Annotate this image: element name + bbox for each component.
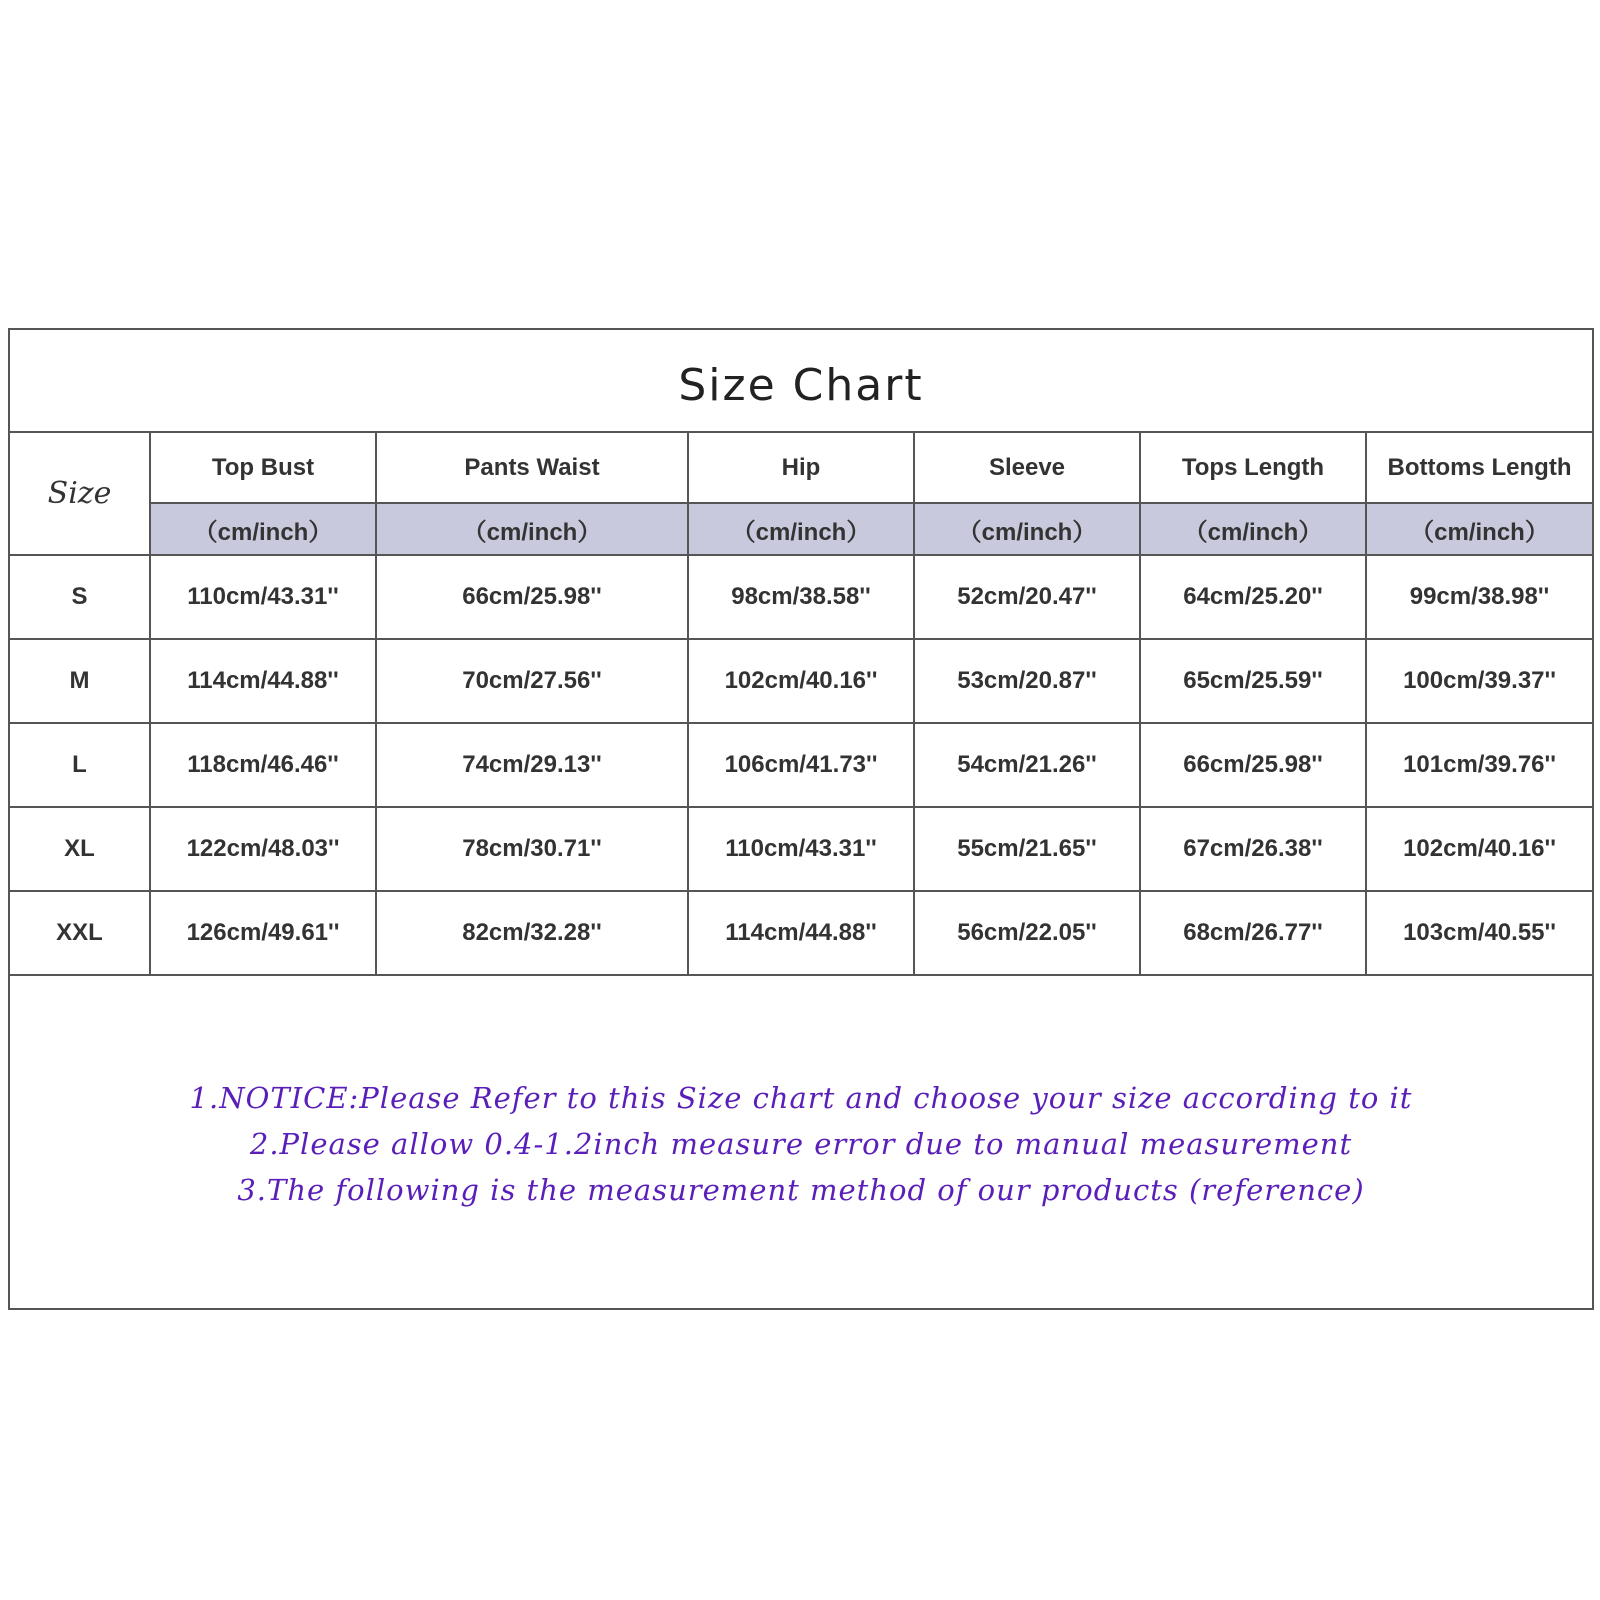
column-unit: （cm/inch） [1366,503,1592,555]
table-cell: 78cm/30.71'' [376,807,688,891]
table-cell: 110cm/43.31'' [688,807,914,891]
table-row [10,723,1592,807]
table-cell: 53cm/20.87'' [914,639,1140,723]
notice-line: 1.NOTICE:Please Refer to this Size chart and choose your size according to it [189,1081,1413,1115]
table-cell: 101cm/39.76'' [1366,723,1592,807]
column-unit: （cm/inch） [150,503,376,555]
table-cell: 56cm/22.05'' [914,891,1140,975]
table-cell: 114cm/44.88'' [688,891,914,975]
chart-title: Size Chart [678,360,924,411]
size-label: M [10,639,150,723]
table-cell: 68cm/26.77'' [1140,891,1366,975]
table-cell: 54cm/21.26'' [914,723,1140,807]
table-cell: 110cm/43.31'' [150,555,376,639]
column-header: Hip [688,433,914,503]
table-cell: 102cm/40.16'' [1366,807,1592,891]
size-label: L [10,723,150,807]
column-header: Pants Waist [376,433,688,503]
table-cell: 114cm/44.88'' [150,639,376,723]
table-cell: 66cm/25.98'' [1140,723,1366,807]
table-cell: 70cm/27.56'' [376,639,688,723]
table-cell: 55cm/21.65'' [914,807,1140,891]
table-cell: 82cm/32.28'' [376,891,688,975]
table-cell: 66cm/25.98'' [376,555,688,639]
table-row [10,639,1592,723]
table-cell: 52cm/20.47'' [914,555,1140,639]
table-cell: 99cm/38.98'' [1366,555,1592,639]
size-label: XL [10,807,150,891]
table-cell: 122cm/48.03'' [150,807,376,891]
size-chart [8,328,1594,1310]
column-unit: （cm/inch） [376,503,688,555]
table-cell: 98cm/38.58'' [688,555,914,639]
size-table [10,433,1592,976]
table-cell: 102cm/40.16'' [688,639,914,723]
size-label: S [10,555,150,639]
table-row [10,555,1592,639]
table-cell: 74cm/29.13'' [376,723,688,807]
table-row [10,891,1592,975]
column-header: Sleeve [914,433,1140,503]
table-cell: 65cm/25.59'' [1140,639,1366,723]
table-cell: 126cm/49.61'' [150,891,376,975]
notice-line: 3.The following is the measurement method of our products (reference) [237,1173,1365,1207]
table-row [10,807,1592,891]
table-cell: 103cm/40.55'' [1366,891,1592,975]
table-cell: 118cm/46.46'' [150,723,376,807]
column-header: Bottoms Length [1366,433,1592,503]
notice-line: 2.Please allow 0.4-1.2inch measure error due to manual measurement [249,1127,1353,1161]
header-label-row [10,433,1592,503]
title-row [10,330,1592,433]
column-unit: （cm/inch） [914,503,1140,555]
table-cell: 64cm/25.20'' [1140,555,1366,639]
table-cell: 100cm/39.37'' [1366,639,1592,723]
size-corner-label: Size [10,433,150,555]
size-label: XXL [10,891,150,975]
column-header: Top Bust [150,433,376,503]
column-unit: （cm/inch） [1140,503,1366,555]
column-unit: （cm/inch） [688,503,914,555]
table-cell: 67cm/26.38'' [1140,807,1366,891]
table-cell: 106cm/41.73'' [688,723,914,807]
column-header: Tops Length [1140,433,1366,503]
header-unit-row [10,503,1592,555]
notice-text [10,1075,1592,1213]
